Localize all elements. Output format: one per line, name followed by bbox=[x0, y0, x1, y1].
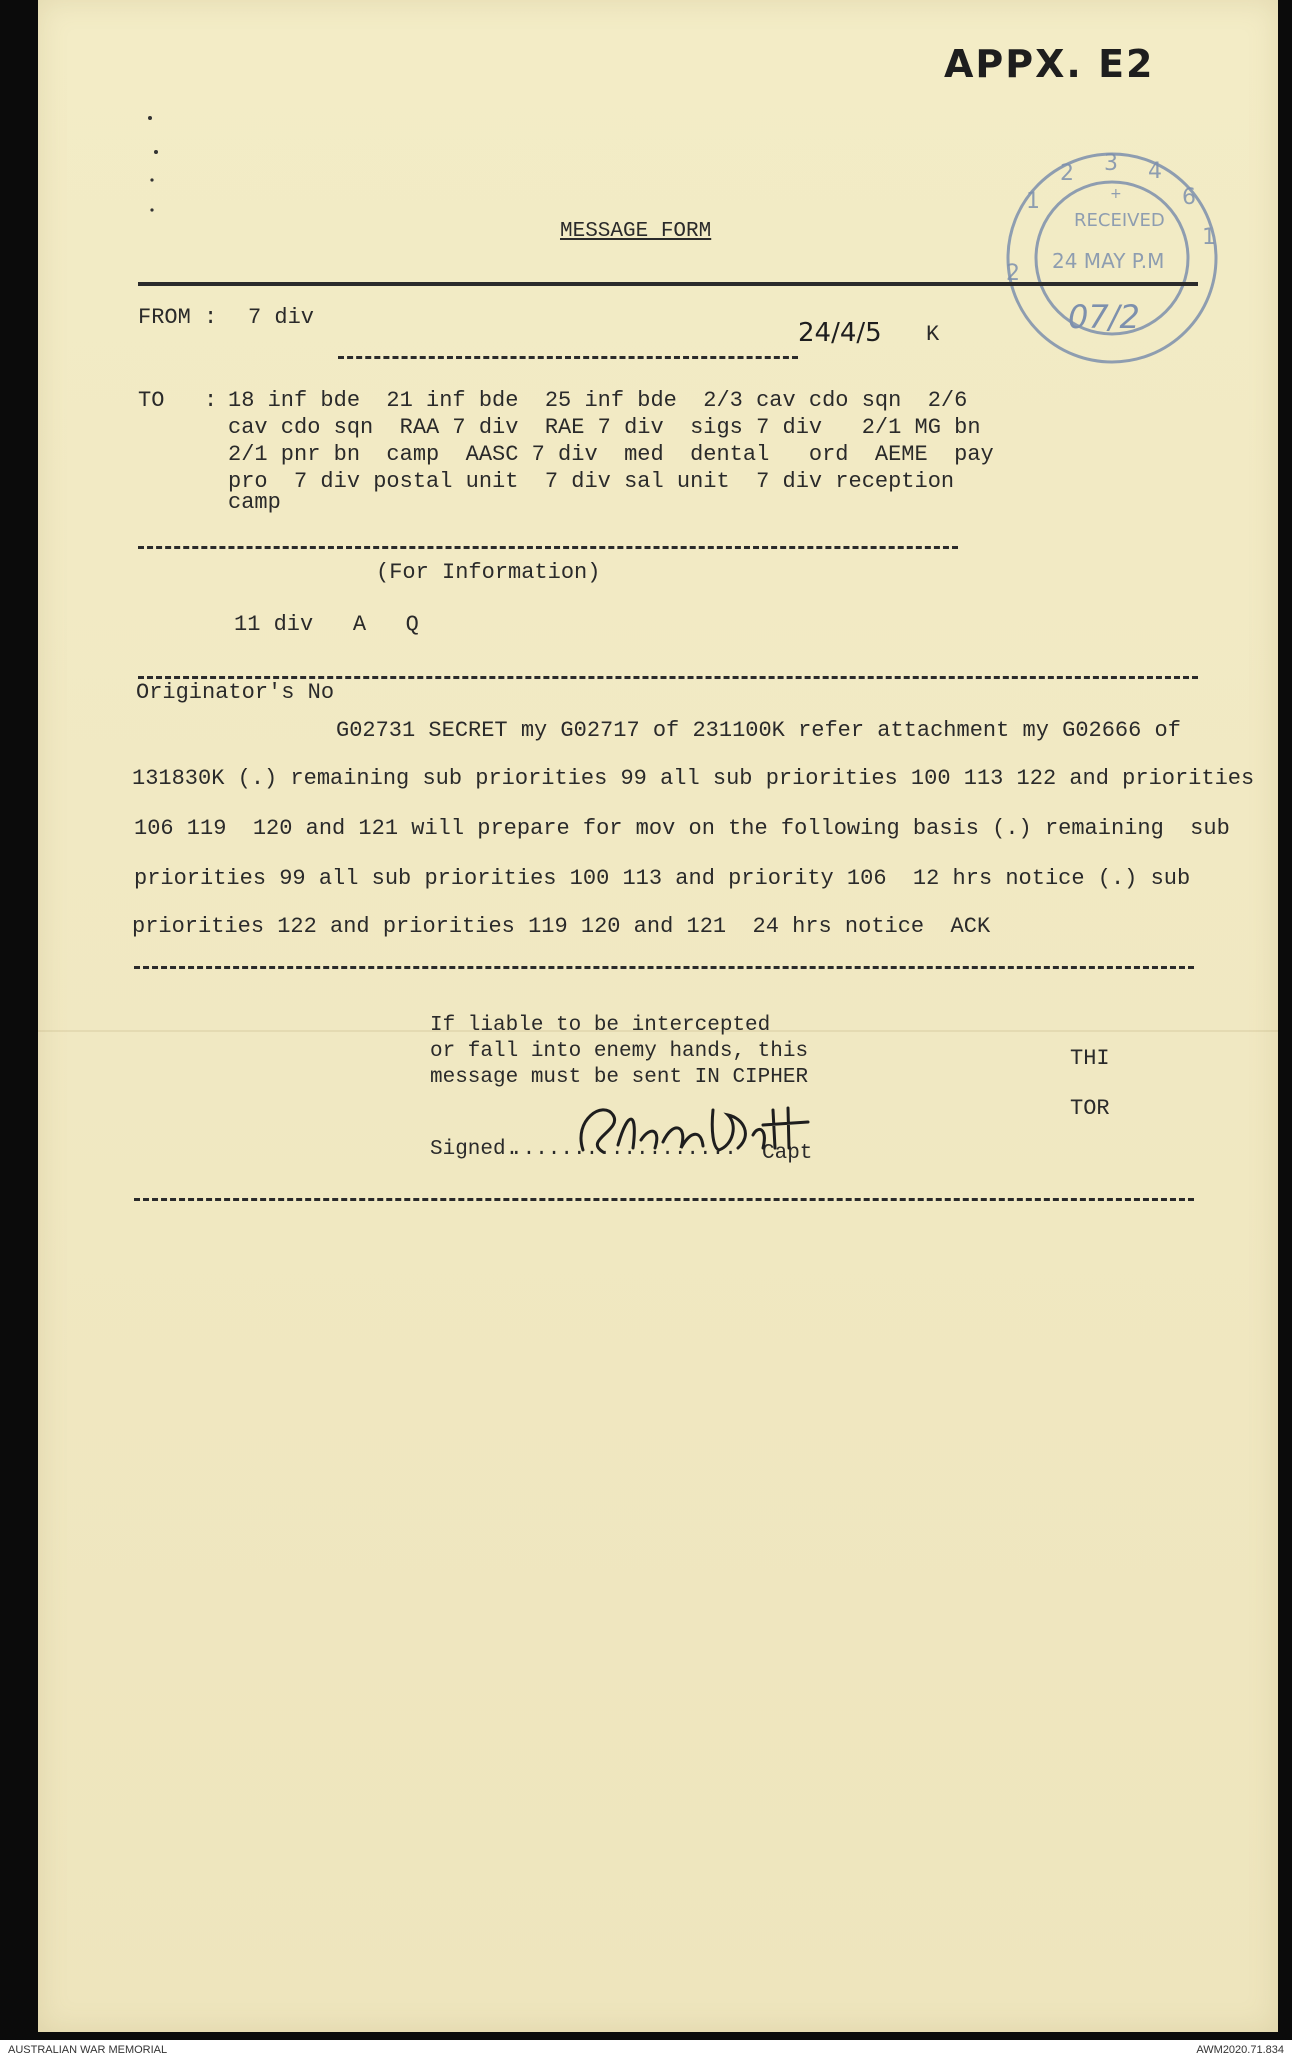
rule-to bbox=[138, 546, 958, 549]
message-form-sheet bbox=[38, 0, 1278, 2032]
to-line-1: 18 inf bde 21 inf bde 25 inf bde 2/3 cav cdo sqn 2/6 bbox=[228, 388, 968, 413]
message-line-2: 131830K (.) remaining sub priorities 99 all sub priorities 100 113 122 and priorities bbox=[132, 766, 1255, 791]
tor-label: TOR bbox=[1070, 1096, 1110, 1121]
svg-text:24 MAY P.M: 24 MAY P.M bbox=[1052, 249, 1165, 273]
rule-from bbox=[338, 356, 798, 359]
rule-top bbox=[138, 282, 1198, 286]
punch-marks bbox=[138, 110, 168, 220]
message-line-3: 106 119 120 and 121 will prepare for mov on the following basis (.) remaining sub bbox=[134, 816, 1230, 841]
signed-dots: .................. bbox=[510, 1138, 737, 1161]
svg-text:+: + bbox=[1110, 186, 1122, 202]
signed-label: Signed. bbox=[430, 1138, 519, 1161]
info-value: 11 div A Q bbox=[234, 612, 419, 637]
svg-text:RECEIVED: RECEIVED bbox=[1074, 210, 1165, 231]
info-label: (For Information) bbox=[376, 560, 601, 585]
cipher-line-2: or fall into enemy hands, this bbox=[430, 1040, 809, 1063]
to-line-2: cav cdo sqn RAA 7 div RAE 7 div sigs 7 div 2/1 MG bn bbox=[228, 415, 981, 440]
svg-text:1: 1 bbox=[1202, 225, 1216, 250]
svg-text:6: 6 bbox=[1182, 185, 1196, 210]
form-title: MESSAGE FORM bbox=[560, 220, 712, 243]
footer-accession: AWM2020.71.834 bbox=[1196, 2044, 1284, 2056]
signature-handwritten bbox=[563, 1090, 863, 1170]
message-line-4: priorities 99 all sub priorities 100 113 and priority 106 12 hrs notice (.) sub bbox=[134, 866, 1191, 891]
svg-text:2: 2 bbox=[1060, 161, 1074, 186]
rule-info bbox=[138, 676, 1198, 679]
corner-note: APPX. E2 bbox=[944, 42, 1155, 86]
to-line-3: 2/1 pnr bn camp AASC 7 div med dental ord AEME pay bbox=[228, 442, 994, 467]
rule-signature bbox=[134, 1198, 1194, 1201]
rule-message bbox=[134, 966, 1194, 969]
message-line-5: priorities 122 and priorities 119 120 and 121 24 hrs notice ACK bbox=[132, 914, 991, 939]
to-label: TO : bbox=[138, 388, 218, 413]
to-line-5: camp bbox=[228, 490, 281, 515]
footer-institution: AUSTRALIAN WAR MEMORIAL bbox=[8, 2044, 168, 2056]
cipher-line-1: If liable to be intercepted bbox=[430, 1014, 771, 1037]
svg-text:2: 2 bbox=[1006, 261, 1020, 286]
svg-text:3: 3 bbox=[1104, 151, 1118, 176]
time-group: 24/4/5 bbox=[798, 318, 882, 348]
from-value: 7 div bbox=[248, 305, 315, 330]
handwritten-number: 07/2 bbox=[1068, 298, 1140, 336]
time-suffix: K bbox=[926, 322, 940, 347]
svg-text:1: 1 bbox=[1026, 189, 1040, 214]
thi-label: THI bbox=[1070, 1046, 1110, 1071]
originator-label: Originator's No bbox=[136, 680, 335, 705]
to-line-4: pro 7 div postal unit 7 div sal unit 7 div reception bbox=[228, 469, 955, 494]
from-label: FROM : bbox=[138, 305, 218, 330]
cipher-line-3: message must be sent IN CIPHER bbox=[430, 1066, 809, 1089]
message-line-1: G02731 SECRET my G02717 of 231100K refer attachment my G02666 of bbox=[336, 718, 1181, 743]
svg-text:4: 4 bbox=[1148, 159, 1162, 184]
signed-suffix: Capt bbox=[762, 1142, 813, 1165]
received-stamp bbox=[976, 148, 1248, 376]
archive-footer bbox=[0, 2040, 1292, 2061]
